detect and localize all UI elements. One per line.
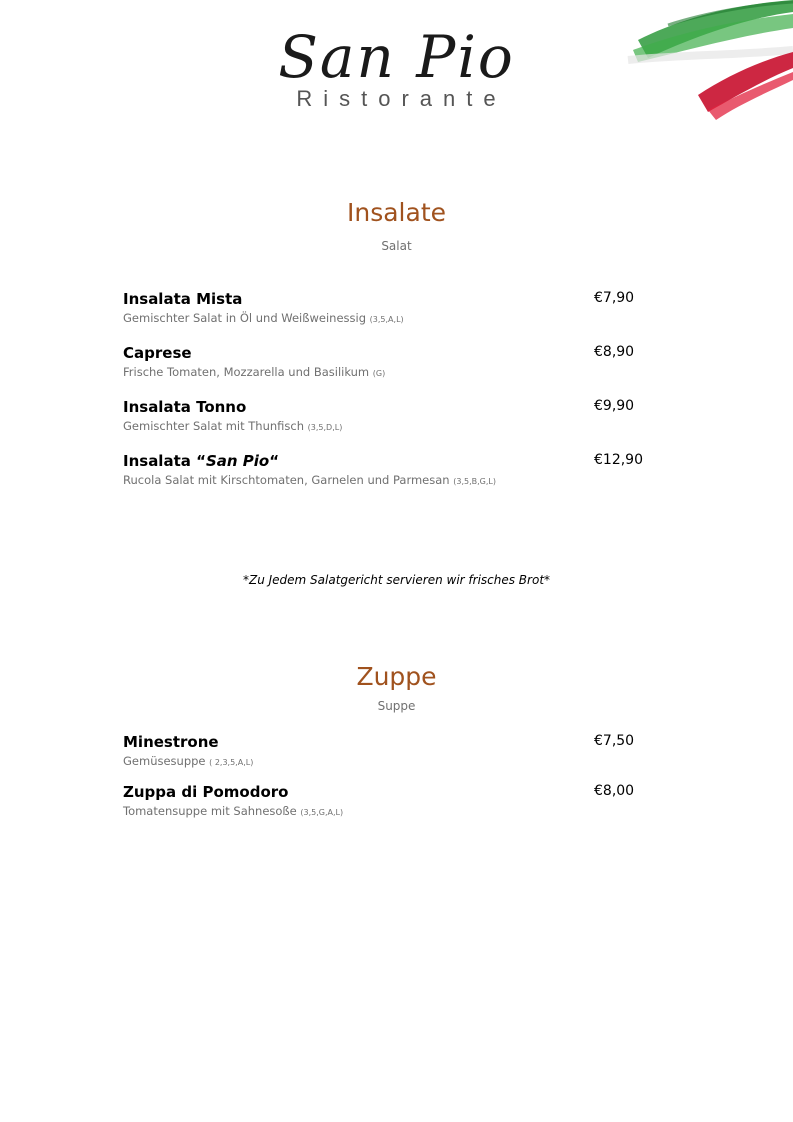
allergen-codes: (3,5,D,L) [307, 423, 343, 432]
item-description: Gemischter Salat mit Thunfisch (3,5,D,L) [123, 419, 343, 433]
item-name: Caprese [123, 344, 192, 362]
item-price: €12,90 [594, 452, 643, 468]
italian-flag-brush-decoration [608, 0, 793, 130]
item-price: €8,90 [594, 344, 635, 360]
item-description: Frische Tomaten, Mozzarella und Basilikum (G) [123, 365, 386, 379]
bread-note: *Zu Jedem Salatgericht servieren wir frisches Brot* [242, 573, 551, 587]
item-name: Insalata “San Pio“ [123, 452, 280, 470]
item-price: €7,90 [594, 290, 635, 306]
allergen-codes: ( 2,3,5,A,L) [209, 758, 254, 767]
brand-subtitle: Ristorante [296, 86, 507, 111]
menu-item [123, 783, 663, 818]
allergen-codes: (G) [372, 369, 386, 378]
menu-item [123, 398, 663, 433]
item-price: €8,00 [594, 783, 635, 799]
brand-name: San Pio [278, 23, 515, 91]
item-name: Minestrone [123, 733, 219, 751]
item-name: Insalata Mista [123, 290, 243, 308]
item-description: Gemischter Salat in Öl und Weißweinessig (3,5,A,L) [123, 311, 404, 325]
menu-item [123, 290, 663, 325]
item-description: Rucola Salat mit Kirschtomaten, Garnelen und Parmesan (3,5,B,G,L) [123, 473, 496, 487]
section-title-zuppe: Zuppe [356, 662, 437, 691]
section-subtitle-suppe: Suppe [377, 699, 416, 713]
menu-item [123, 452, 663, 487]
allergen-codes: (3,5,A,L) [369, 315, 404, 324]
section-subtitle-salat: Salat [381, 239, 412, 253]
menu-item [123, 733, 663, 768]
item-price: €9,90 [594, 398, 635, 414]
item-name: Zuppa di Pomodoro [123, 783, 289, 801]
item-name: Insalata Tonno [123, 398, 247, 416]
section-title-insalate: Insalate [346, 198, 446, 227]
item-description: Gemüsesuppe ( 2,3,5,A,L) [123, 754, 254, 768]
item-description: Tomatensuppe mit Sahnesoße (3,5,G,A,L) [123, 804, 344, 818]
item-price: €7,50 [594, 733, 635, 749]
menu-item [123, 344, 663, 379]
allergen-codes: (3,5,B,G,L) [453, 477, 496, 486]
allergen-codes: (3,5,G,A,L) [300, 808, 344, 817]
